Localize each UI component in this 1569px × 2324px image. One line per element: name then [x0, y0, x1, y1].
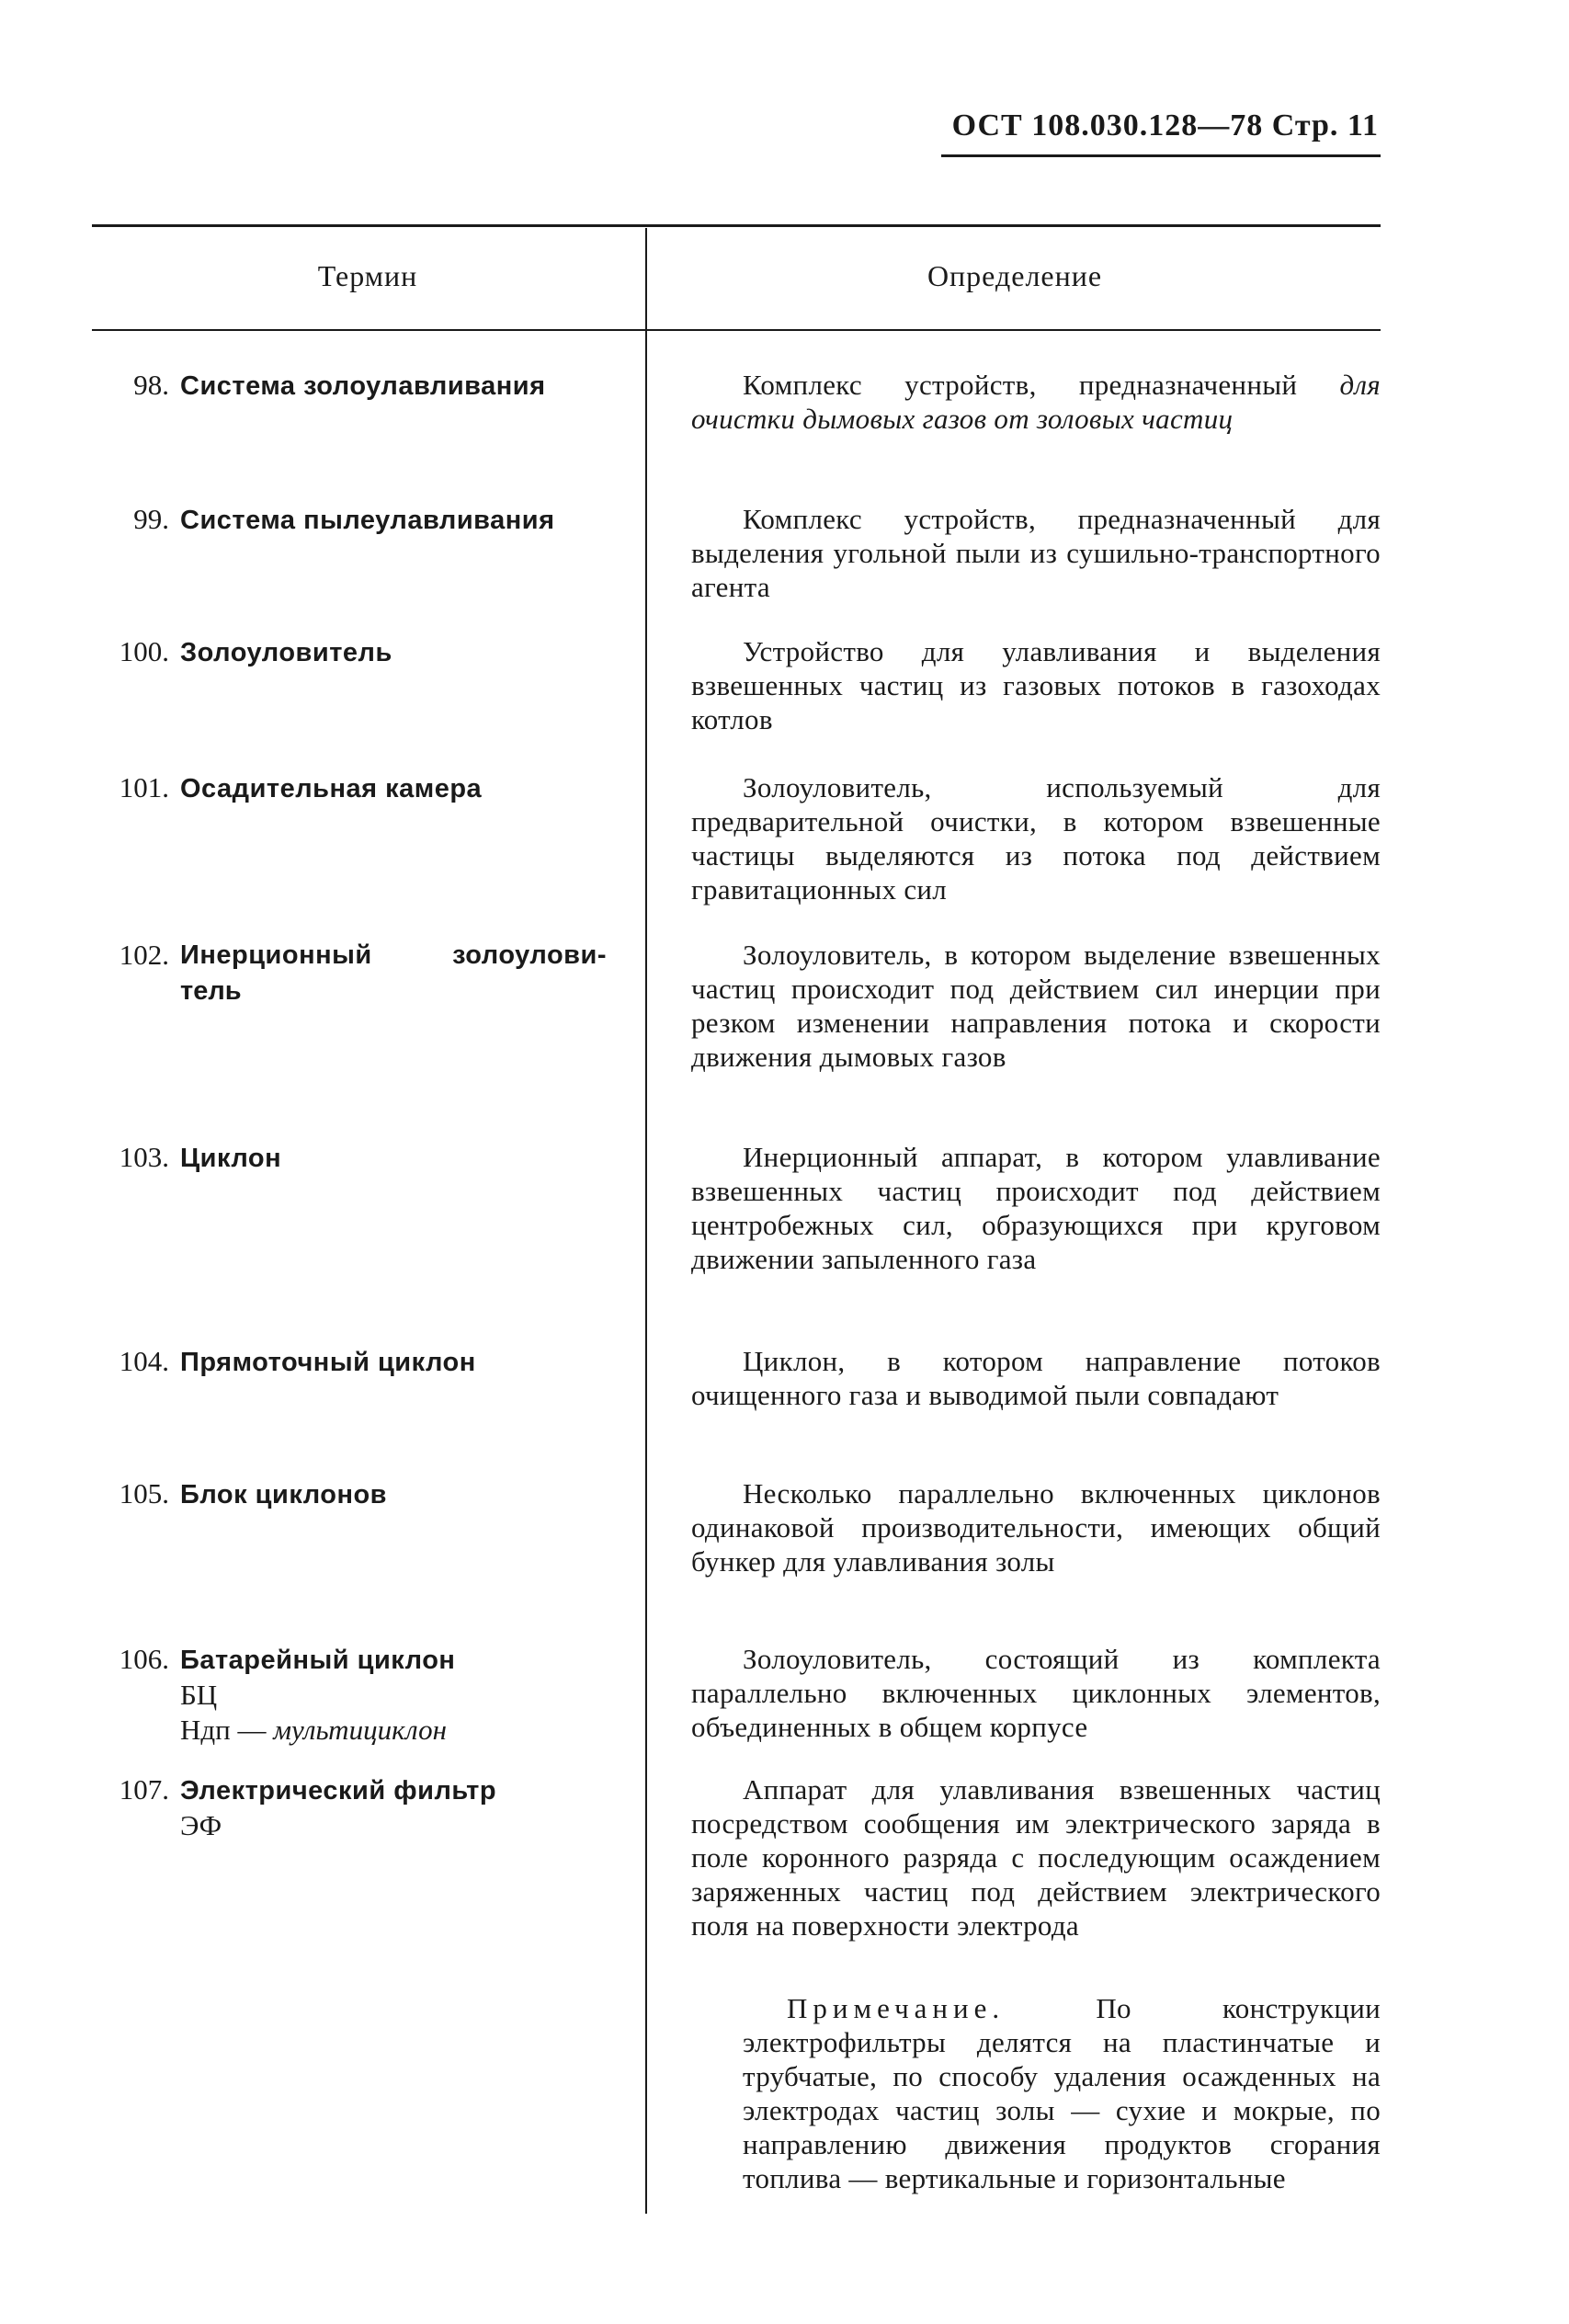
definition-cell: Золоуловитель, состоящий из комплекта параллельно включенных циклонных элементов, объединенных в общем корпусе: [691, 1643, 1381, 1743]
term-not-allowed: [92, 1713, 607, 1748]
column-header-definition: Определение: [927, 259, 1103, 292]
term-name-continuation: [92, 973, 607, 1008]
definition-cell: Золоуловитель, используемый для предварительной очистки, в котором взвешенные частицы выделяются из потока под действием гравитационных сил: [691, 771, 1381, 906]
term-number: 107.: [119, 1773, 169, 1806]
term-number: 98.: [133, 369, 169, 401]
term-number: 105.: [119, 1477, 169, 1509]
definition-cell: Комплекс устройств, предназначенный для выделения угольной пыли из сушильно-транспортного агента: [691, 503, 1381, 603]
term-number: 106.: [119, 1643, 169, 1675]
term-cell: [92, 1140, 607, 1176]
definition-cell: Золоуловитель, в котором выделение взвешенных частиц происходит под действием сил инерции при резком изменении направления потока и скорости движения дымовых газов: [691, 939, 1381, 1073]
term-cell: [92, 634, 607, 670]
not-allowed-term: мультициклон: [273, 1714, 447, 1746]
term-cell: [92, 1476, 607, 1512]
term-number: 101.: [119, 771, 169, 803]
note-label: Примечание.: [787, 1992, 1006, 2024]
term-number: 100.: [119, 635, 169, 667]
term-number: 102.: [119, 939, 169, 971]
header-underline: [941, 154, 1381, 157]
term-cell: [92, 1344, 607, 1380]
definition-cell: Циклон, в котором направление потоков очищенного газа и выводимой пыли совпадают: [691, 1345, 1381, 1411]
term-name: Золоуловитель: [180, 638, 392, 667]
term-abbreviation: БЦ: [180, 1679, 218, 1711]
standard-code-header: ОСТ 108.030.128—78 Стр. 11: [951, 108, 1379, 142]
definition-cell: Несколько параллельно включенных циклонов одинаковой производительности, имеющих общий бункер для улавливания золы: [691, 1477, 1381, 1578]
not-allowed-label: Ндп —: [180, 1714, 274, 1746]
term-name: Прямоточный циклон: [180, 1348, 476, 1377]
term-cell: [92, 938, 607, 1008]
term-cell: [92, 502, 607, 538]
column-divider: [645, 228, 647, 2214]
term-name: Блок циклонов: [180, 1480, 388, 1509]
term-cell: [92, 368, 607, 404]
definition-text-italic: для очистки дымовых газов от золовых частиц: [691, 369, 1381, 435]
definition-cell: [691, 368, 1381, 436]
definition-cell: Устройство для улавливания и выделения взвешенных частиц из газовых потоков в газоходах котлов: [691, 635, 1381, 735]
table-header-rule: [92, 329, 1381, 331]
term-name: Циклон: [180, 1144, 282, 1173]
note-text: По конструкции электрофильтры делятся на пластинчатые и трубчатые, по способу удаления осажденных на электродах частиц золы — сухие и мокрые, по направлению движения продуктов сгорания топлива — вертикальные и горизонтальные: [743, 1992, 1381, 2194]
term-name: Батарейный циклон: [180, 1646, 456, 1675]
term-name: Инерционный золоулови-: [180, 940, 607, 970]
definition-cell: Аппарат для улавливания взвешенных частиц посредством сообщения им электрического заряда в поле коронного разряда с последующим осаждением заряженных частиц под действием электрического поля на поверхности электрода: [691, 1773, 1381, 1942]
term-cell: [92, 1642, 607, 1748]
definition-text: Комплекс устройств, предназначенный: [743, 369, 1340, 401]
term-number: 99.: [133, 503, 169, 535]
definition-cell: Инерционный аппарат, в котором улавливание взвешенных частиц происходит под действием центробежных сил, образующихся при круговом движении запыленного газа: [691, 1141, 1381, 1275]
term-name: Система золоулавливания: [180, 371, 546, 401]
term-cell: [92, 770, 607, 806]
term-name-cont-text: тель: [180, 976, 242, 1006]
table-top-rule: [92, 224, 1381, 227]
term-cell: [92, 1772, 607, 1843]
column-header-term: Термин: [317, 259, 418, 292]
term-abbreviation: ЭФ: [180, 1809, 222, 1841]
definition-note: [743, 1991, 1381, 2195]
term-number: 104.: [119, 1345, 169, 1377]
term-name: Осадительная камера: [180, 774, 483, 803]
term-name: Система пылеулавливания: [180, 506, 555, 535]
term-number: 103.: [119, 1141, 169, 1173]
term-name: Электрический фильтр: [180, 1776, 497, 1806]
